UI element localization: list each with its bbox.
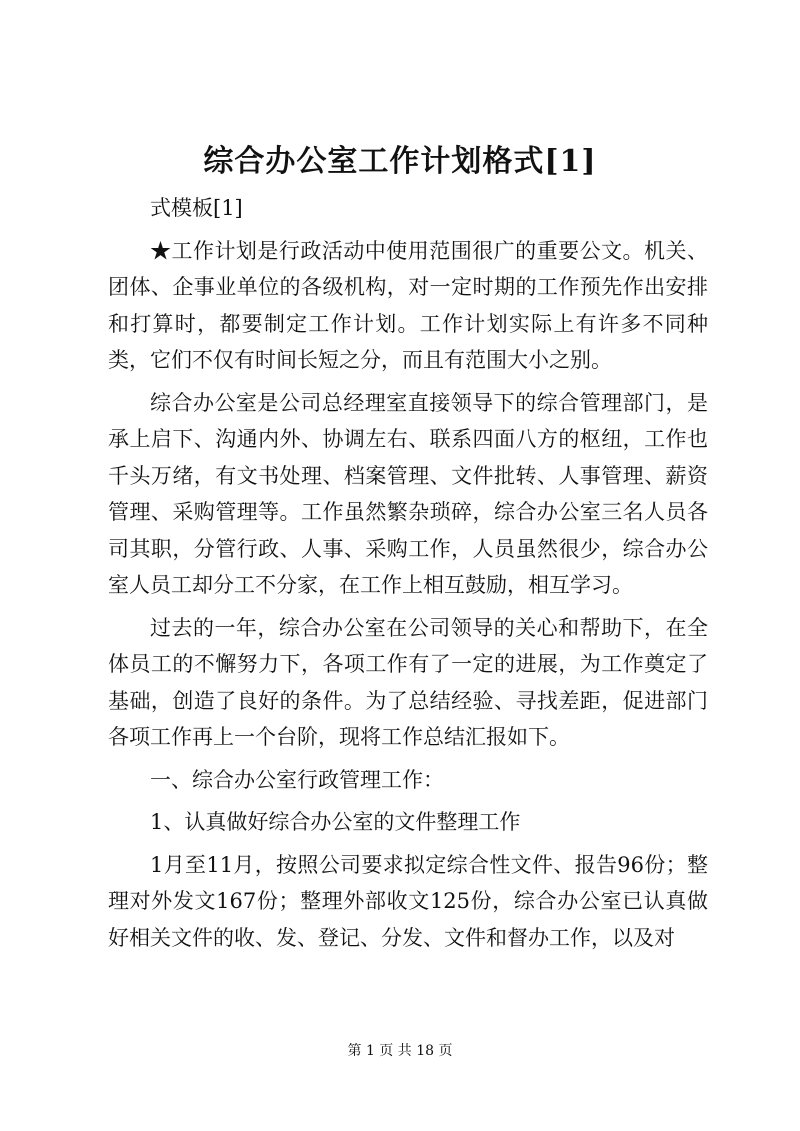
document-body xyxy=(108,190,708,956)
paragraph: 过去的一年，综合办公室在公司领导的关心和帮助下，在全体员工的不懈努力下，各项工作有了一定的进展，为工作奠定了基础，创造了良好的条件。为了总结经验、寻找差距，促进部门各项工作再上一个台阶，现将工作总结汇报如下。 xyxy=(108,615,708,749)
paragraph: ★工作计划是行政活动中使用范围很广的重要公文。机关、团体、企事业单位的各级机构，对一定时期的工作预先作出安排和打算时，都要制定工作计划。工作计划实际上有许多不同种类，它们不仅有时间长短之分，而且有范围大小之别。 xyxy=(108,238,708,372)
subsection-heading: 1、认真做好综合办公室的文件整理工作 xyxy=(150,810,521,834)
page-number-footer: 第 1 页 共 18 页 xyxy=(347,1043,453,1059)
paragraph: 1月至11月，按照公司要求拟定综合性文件、报告96份；整理对外发文167份；整理外部收文125份，综合办公室已认真做好相关文件的收、发、登记、分发、文件和督办工作，以及对 xyxy=(108,852,708,950)
paragraph: 综合办公室是公司总经理室直接领导下的综合管理部门，是承上启下、沟通内外、协调左右、联系四面八方的枢纽，工作也千头万绪，有文书处理、档案管理、文件批转、人事管理、薪资管理、采购管理等。工作虽然繁杂琐碎，综合办公室三名人员各司其职，分管行政、人事、采购工作，人员虽然很少，综合办公室人员工却分工不分家，在工作上相互鼓励，相互学习。 xyxy=(108,390,708,597)
paragraph: 式模板[1] xyxy=(150,196,243,220)
section-heading: 一、综合办公室行政管理工作： xyxy=(150,767,444,792)
document-title: 综合办公室工作计划格式[1] xyxy=(203,144,597,179)
